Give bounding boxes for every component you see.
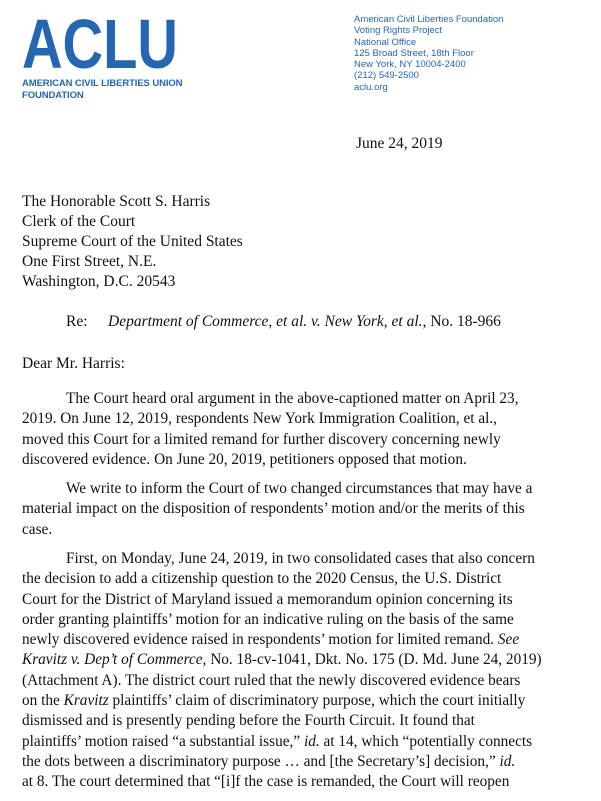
re-label: Re: — [66, 313, 88, 330]
text-run: newly discovered evidence raised in respondents’ motion for limited remand. — [22, 631, 498, 649]
recipient-line: Washington, D.C. 20543 — [22, 273, 176, 290]
paragraph-line: First, on Monday, June 24, 2019, in two consolidated cases that also concern — [66, 550, 535, 567]
text-run: plaintiffs’ motion raised “a substantial issue,” — [22, 732, 304, 750]
address-line: Voting Rights Project — [354, 25, 443, 37]
paragraph-line: We write to inform the Court of two changed circumstances that may have a — [66, 480, 533, 497]
paragraph-line: case. — [22, 520, 53, 538]
paragraph-line: (Attachment A). The district court ruled that the newly discovered evidence bears — [22, 671, 521, 689]
text-run: No. 18-cv-1041, Dkt. No. 175 (D. Md. June 24, 2019) — [206, 651, 542, 669]
text-run: the dots between a discriminatory purpose … and [the Secretary’s] decision,” — [22, 752, 500, 770]
recipient-line: Clerk of the Court — [22, 213, 136, 230]
paragraph-line — [22, 752, 582, 772]
citation-id: id. — [303, 732, 320, 750]
case-citation: Kravitz v. Dep’t of Commerce, — [22, 651, 207, 669]
paragraph-line: discovered evidence. On June 20, 2019, petitioners opposed that motion. — [22, 450, 467, 468]
letterhead-address — [354, 14, 503, 93]
paragraph-line — [22, 650, 582, 670]
address-line: National Office — [354, 36, 417, 48]
paragraph-line: The Court heard oral argument in the above-captioned matter on April 23, — [66, 390, 519, 407]
text-run: on the — [22, 692, 64, 710]
org-name — [22, 78, 182, 102]
paragraph-line: moved this Court for a limited remand for further discovery concerning newly — [22, 430, 501, 448]
aclu-logo — [22, 12, 182, 74]
paragraph-line — [22, 630, 582, 650]
recipient-line: The Honorable Scott S. Harris — [22, 193, 211, 210]
paragraph-line — [22, 732, 582, 752]
recipient-line: Supreme Court of the United States — [22, 233, 243, 250]
paragraph-line: 2019. On June 12, 2019, respondents New York Immigration Coalition, et al., — [22, 410, 498, 428]
citation-signal: See — [497, 631, 520, 649]
text-run: at 14, which “potentially connects — [319, 732, 533, 750]
org-name-line: AMERICAN CIVIL LIBERTIES UNION — [22, 78, 183, 89]
case-citation: Kravitz — [63, 692, 109, 710]
recipient-address — [22, 192, 243, 292]
paragraph-line: Court for the District of Maryland issued a memorandum opinion concerning its — [22, 590, 513, 608]
paragraph-line — [22, 691, 582, 711]
re-line — [66, 313, 501, 331]
salutation: Dear Mr. Harris: — [22, 355, 125, 372]
case-name: Department of Commerce, et al. v. New York, et al. — [108, 313, 423, 330]
website-link[interactable]: aclu.org — [354, 81, 388, 93]
letter-date: June 24, 2019 — [356, 135, 443, 152]
paragraph-3 — [22, 549, 582, 793]
paragraph-line: at 8. The court determined that “[i]f the case is remanded, the Court will reopen — [22, 773, 510, 791]
address-line: American Civil Liberties Foundation — [354, 14, 504, 25]
paragraph-1 — [22, 389, 582, 470]
text-run: plaintiffs’ claim of discriminatory purpose, which the court initially — [108, 692, 526, 710]
citation-id: id. — [499, 752, 516, 770]
paragraph-line: material impact on the disposition of respondents’ motion and/or the merits of this — [22, 500, 525, 518]
address-line: New York, NY 10004-2400 — [354, 59, 466, 71]
address-line: 125 Broad Street, 18th Floor — [354, 47, 474, 59]
paragraph-line: order granting plaintiffs’ motion for an indicative ruling on the basis of the same — [22, 610, 514, 628]
org-name-line: FOUNDATION — [22, 90, 84, 101]
paragraph-line: the decision to add a citizenship question to the 2020 Census, the U.S. District — [22, 570, 502, 588]
docket-number: , No. 18-966 — [422, 313, 501, 330]
address-line: (212) 549-2500 — [354, 70, 419, 82]
recipient-line: One First Street, N.E. — [22, 253, 157, 270]
svg-text:ACLU: ACLU — [22, 12, 178, 74]
paragraph-line: dismissed and is presently pending before the Fourth Circuit. It found that — [22, 712, 475, 730]
paragraph-2 — [22, 479, 582, 540]
